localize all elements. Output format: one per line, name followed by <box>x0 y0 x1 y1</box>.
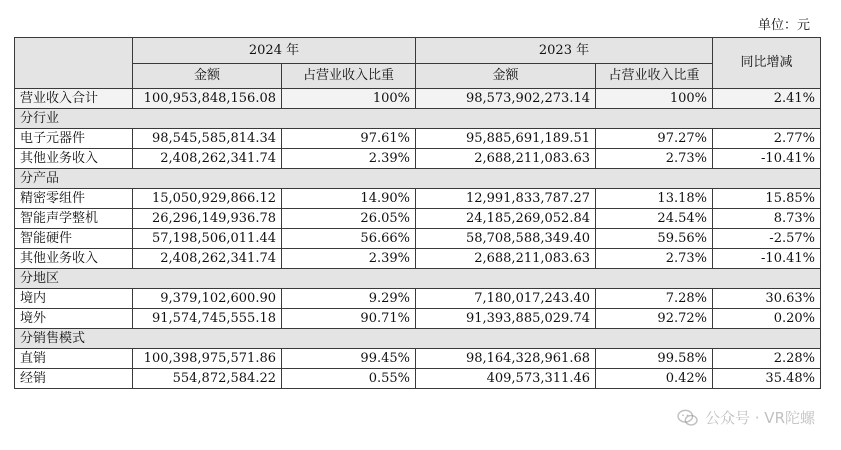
share-2024-cell: 97.61% <box>282 129 416 149</box>
header-yoy: 同比增减 <box>713 38 821 89</box>
header-amount-2024: 金额 <box>133 64 282 89</box>
table-row <box>15 129 821 149</box>
table-row <box>15 189 821 209</box>
share-2023-cell: 92.72% <box>596 309 713 329</box>
table-row <box>15 289 821 309</box>
header-share-2024: 占营业收入比重 <box>282 64 416 89</box>
share-2024-cell: 2.39% <box>282 249 416 269</box>
share-2024-cell: 26.05% <box>282 209 416 229</box>
amount-2023-cell: 2,688,211,083.63 <box>416 149 596 169</box>
table-row <box>15 349 821 369</box>
header-item-column <box>15 38 133 89</box>
share-2024-cell: 14.90% <box>282 189 416 209</box>
row-label: 境外 <box>15 309 133 329</box>
share-2023-cell: 100% <box>596 89 713 109</box>
amount-2023-cell: 98,573,902,273.14 <box>416 89 596 109</box>
amount-2023-cell: 95,885,691,189.51 <box>416 129 596 149</box>
share-2024-cell: 9.29% <box>282 289 416 309</box>
section-header-row <box>15 329 821 349</box>
amount-2023-cell: 409,573,311.46 <box>416 369 596 389</box>
share-2023-cell: 13.18% <box>596 189 713 209</box>
header-row-metrics <box>15 64 821 89</box>
amount-2024-cell: 98,545,585,814.34 <box>133 129 282 149</box>
wechat-icon <box>677 409 699 427</box>
yoy-cell: 2.41% <box>713 89 821 109</box>
total-revenue-row <box>15 89 821 109</box>
amount-2024-cell: 26,296,149,936.78 <box>133 209 282 229</box>
amount-2023-cell: 98,164,328,961.68 <box>416 349 596 369</box>
amount-2023-cell: 24,185,269,052.84 <box>416 209 596 229</box>
yoy-cell: 8.73% <box>713 209 821 229</box>
share-2024-cell: 100% <box>282 89 416 109</box>
row-label: 其他业务收入 <box>15 149 133 169</box>
row-label: 智能硬件 <box>15 229 133 249</box>
amount-2024-cell: 100,953,848,156.08 <box>133 89 282 109</box>
row-label: 精密零组件 <box>15 189 133 209</box>
table-row <box>15 249 821 269</box>
row-label: 智能声学整机 <box>15 209 133 229</box>
share-2024-cell: 0.55% <box>282 369 416 389</box>
amount-2024-cell: 91,574,745,555.18 <box>133 309 282 329</box>
yoy-cell: -2.57% <box>713 229 821 249</box>
share-2023-cell: 97.27% <box>596 129 713 149</box>
yoy-cell: 30.63% <box>713 289 821 309</box>
row-label: 电子元器件 <box>15 129 133 149</box>
share-2024-cell: 99.45% <box>282 349 416 369</box>
section-title: 分产品 <box>15 169 821 189</box>
header-row-years <box>15 38 821 64</box>
amount-2023-cell: 58,708,588,349.40 <box>416 229 596 249</box>
section-header-row <box>15 109 821 129</box>
header-share-2023: 占营业收入比重 <box>596 64 713 89</box>
section-title: 分地区 <box>15 269 821 289</box>
amount-2024-cell: 57,198,506,011.44 <box>133 229 282 249</box>
watermark <box>677 407 815 428</box>
share-2023-cell: 2.73% <box>596 249 713 269</box>
amount-2023-cell: 2,688,211,083.63 <box>416 249 596 269</box>
row-label: 经销 <box>15 369 133 389</box>
header-year-2023: 2023 年 <box>416 38 713 64</box>
share-2023-cell: 2.73% <box>596 149 713 169</box>
yoy-cell: 0.20% <box>713 309 821 329</box>
row-label: 其他业务收入 <box>15 249 133 269</box>
amount-2023-cell: 7,180,017,243.40 <box>416 289 596 309</box>
share-2023-cell: 24.54% <box>596 209 713 229</box>
amount-2024-cell: 554,872,584.22 <box>133 369 282 389</box>
share-2023-cell: 7.28% <box>596 289 713 309</box>
share-2024-cell: 56.66% <box>282 229 416 249</box>
revenue-breakdown-table <box>14 37 821 389</box>
unit-label: 单位：元 <box>757 18 810 33</box>
table-row <box>15 229 821 249</box>
yoy-cell: 2.77% <box>713 129 821 149</box>
row-label: 直销 <box>15 349 133 369</box>
section-title: 分销售模式 <box>15 329 821 349</box>
table-row <box>15 309 821 329</box>
yoy-cell: -10.41% <box>713 149 821 169</box>
header-amount-2023: 金额 <box>416 64 596 89</box>
header-year-2024: 2024 年 <box>133 38 416 64</box>
yoy-cell: -10.41% <box>713 249 821 269</box>
table-row <box>15 149 821 169</box>
amount-2023-cell: 12,991,833,787.27 <box>416 189 596 209</box>
amount-2024-cell: 2,408,262,341.74 <box>133 149 282 169</box>
row-label: 营业收入合计 <box>15 89 133 109</box>
amount-2024-cell: 9,379,102,600.90 <box>133 289 282 309</box>
share-2023-cell: 0.42% <box>596 369 713 389</box>
table-row <box>15 369 821 389</box>
amount-2024-cell: 2,408,262,341.74 <box>133 249 282 269</box>
amount-2023-cell: 91,393,885,029.74 <box>416 309 596 329</box>
share-2023-cell: 59.56% <box>596 229 713 249</box>
amount-2024-cell: 15,050,929,866.12 <box>133 189 282 209</box>
row-label: 境内 <box>15 289 133 309</box>
amount-2024-cell: 100,398,975,571.86 <box>133 349 282 369</box>
share-2023-cell: 99.58% <box>596 349 713 369</box>
yoy-cell: 35.48% <box>713 369 821 389</box>
watermark-text: 公众号 · VR陀螺 <box>705 409 815 427</box>
share-2024-cell: 2.39% <box>282 149 416 169</box>
table-row <box>15 209 821 229</box>
section-header-row <box>15 269 821 289</box>
yoy-cell: 2.28% <box>713 349 821 369</box>
section-header-row <box>15 169 821 189</box>
yoy-cell: 15.85% <box>713 189 821 209</box>
share-2024-cell: 90.71% <box>282 309 416 329</box>
section-title: 分行业 <box>15 109 821 129</box>
